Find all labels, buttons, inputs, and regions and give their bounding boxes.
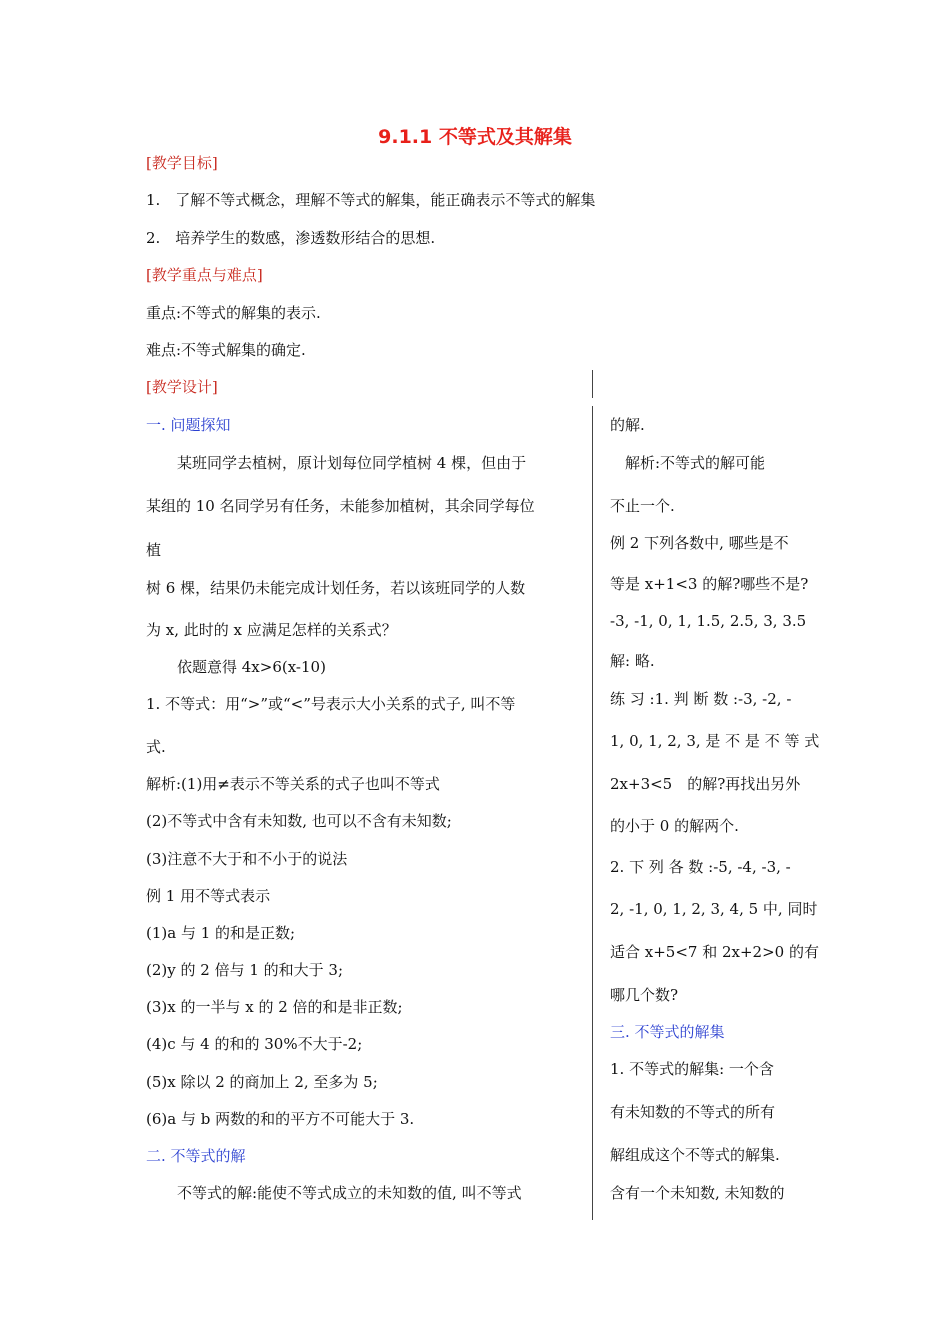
example-1-item-4: (4)c 与 4 的和的 30%不大于-2; [146,1035,363,1053]
right-line-7: 解: 略. [610,652,655,670]
column-divider [592,406,593,1220]
right-line-6: -3, -1, 0, 1, 1.5, 2.5, 3, 3.5 [610,612,807,630]
problem-line-4: 树 6 棵，结果仍未能完成计划任务，若以该班同学的人数 [146,579,526,597]
right-line-8: 练 习 :1. 判 断 数 :-3, -2, - [610,690,792,708]
analysis-1: 解析:(1)用≠表示不等关系的式子也叫不等式 [146,775,440,793]
right-line-11: 的小于 0 的解两个. [610,817,739,835]
difficulty-text: 难点:不等式解集的确定. [146,341,306,359]
keypoints-heading: [教学重点与难点] [146,266,263,284]
section-3-heading: 三. 不等式的解集 [610,1023,725,1041]
analysis-2: (2)不等式中含有未知数, 也可以不含有未知数; [146,812,452,830]
example-1-heading: 例 1 用不等式表示 [146,887,271,905]
column-divider-top [592,370,593,398]
example-1-item-5: (5)x 除以 2 的商加上 2, 至多为 5; [146,1073,378,1091]
objective-2: 2. 培养学生的数感，渗透数形结合的思想. [146,229,436,247]
problem-line-5: 为 x, 此时的 x 应满足怎样的关系式？ [146,621,397,639]
section-1-heading: 一. 问题探知 [146,416,231,434]
example-1-item-3: (3)x 的一半与 x 的 2 倍的和是非正数; [146,998,403,1016]
relation-text: 依题意得 4x>6(x-10) [177,658,326,676]
definition-line-2: 式. [146,738,166,756]
design-heading: [教学设计] [146,378,218,396]
right-line-17: 有未知数的不等式的所有 [610,1103,776,1121]
right-line-2: 解析:不等式的解可能 [610,454,766,472]
right-line-3: 不止一个. [610,497,675,515]
objective-1: 1. 了解不等式概念，理解不等式的解集，能正确表示不等式的解集 [146,191,596,209]
right-line-4: 例 2 下列各数中, 哪些是不 [610,534,789,552]
solution-definition: 不等式的解:能使不等式成立的未知数的值, 叫不等式 [177,1184,522,1202]
section-2-heading: 二. 不等式的解 [146,1147,246,1165]
example-1-item-2: (2)y 的 2 倍与 1 的和大于 3; [146,961,344,979]
right-line-5: 等是 x+1<3 的解?哪些不是? [610,575,809,593]
right-line-1: 的解. [610,416,645,434]
problem-line-1: 某班同学去植树，原计划每位同学植树 4 棵，但由于 [177,454,527,472]
right-line-13: 2, -1, 0, 1, 2, 3, 4, 5 中, 同时 [610,900,818,918]
page-title: 9.1.1 不等式及其解集 [378,126,572,148]
right-line-18: 解组成这个不等式的解集. [610,1146,780,1164]
right-line-19: 含有一个未知数, 未知数的 [610,1184,785,1202]
right-line-12: 2. 下 列 各 数 :-5, -4, -3, - [610,858,791,876]
right-line-15: 哪几个数? [610,986,679,1004]
right-line-9: 1, 0, 1, 2, 3, 是 不 是 不 等 式 [610,732,820,750]
right-line-10: 2x+3<5 的解?再找出另外 [610,775,801,793]
right-line-14: 适合 x+5<7 和 2x+2>0 的有 [610,943,819,961]
example-1-item-6: (6)a 与 b 两数的和的平方不可能大于 3. [146,1110,415,1128]
keypoint-text: 重点:不等式的解集的表示. [146,304,321,322]
example-1-item-1: (1)a 与 1 的和是正数; [146,924,296,942]
objectives-heading: [教学目标] [146,154,218,172]
problem-line-3: 植 [146,541,162,559]
problem-line-2: 某组的 10 名同学另有任务，未能参加植树，其余同学每位 [146,497,535,515]
right-line-16: 1. 不等式的解集: 一个含 [610,1060,774,1078]
definition-line-1: 1. 不等式：用“>”或“<”号表示大小关系的式子, 叫不等 [146,695,516,713]
analysis-3: (3)注意不大于和不小于的说法 [146,850,348,868]
